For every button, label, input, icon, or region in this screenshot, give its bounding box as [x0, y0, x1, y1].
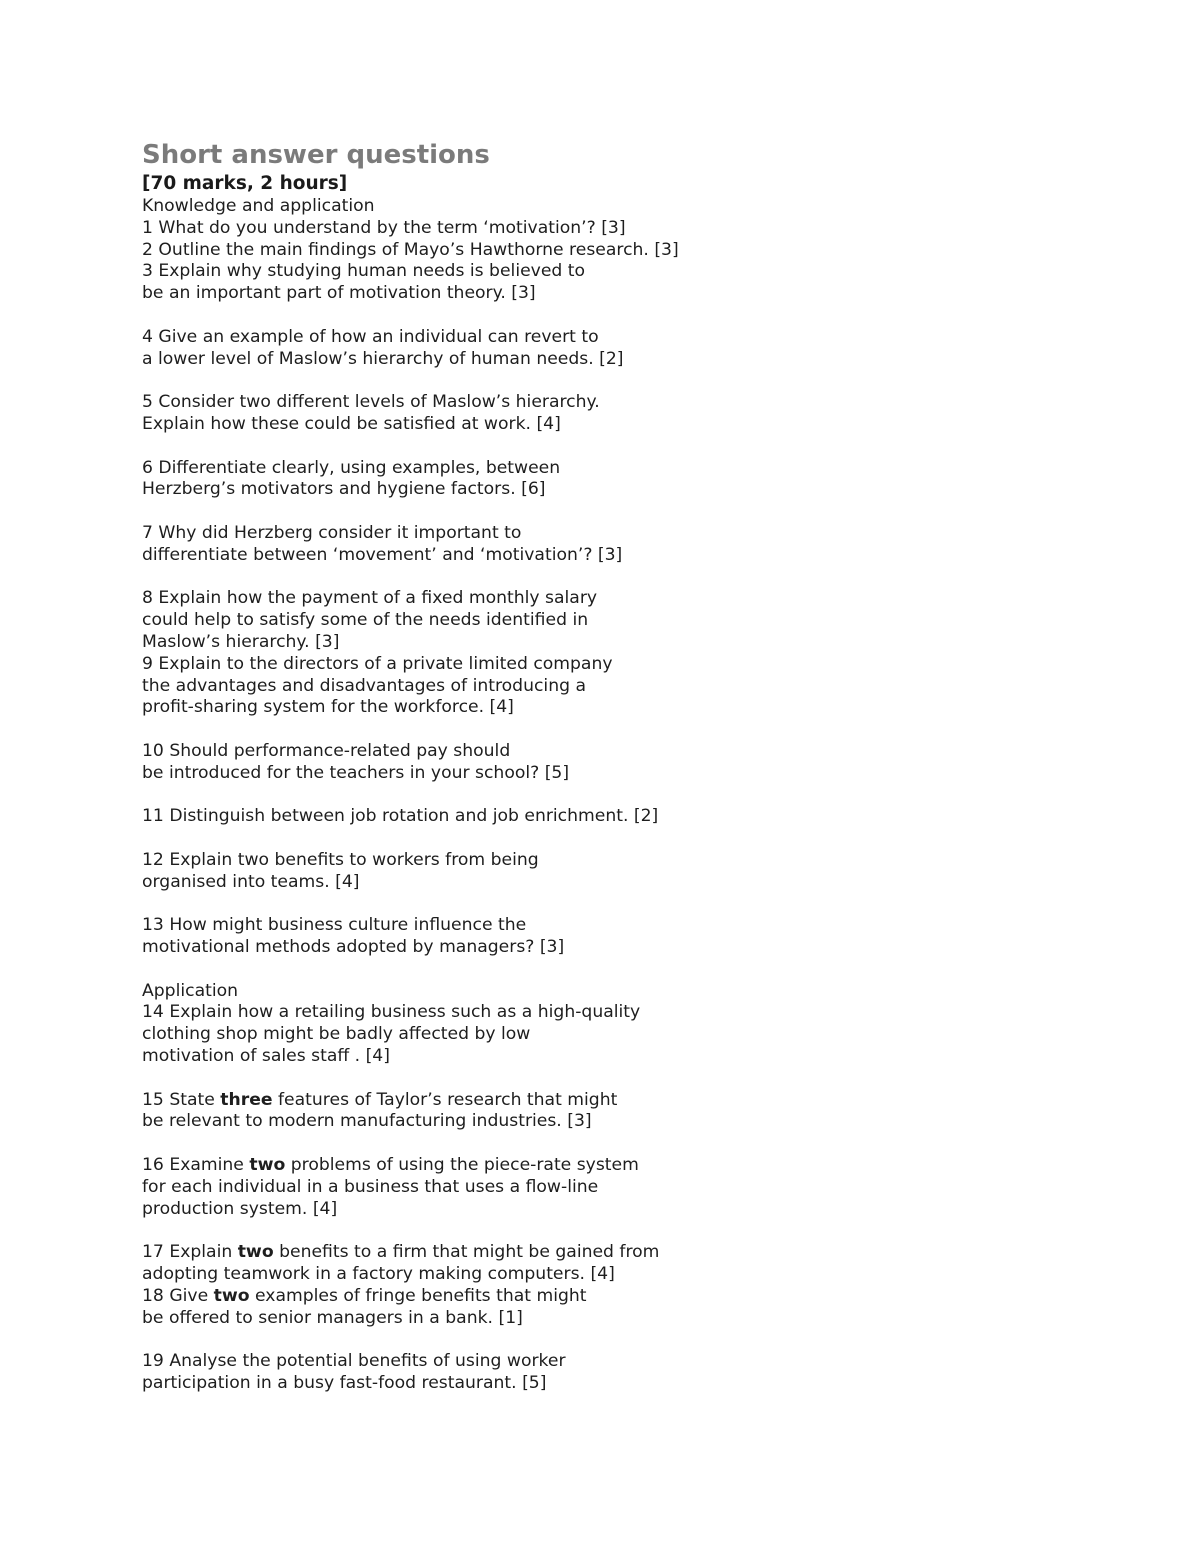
- question-text: 18 Give: [142, 1285, 214, 1306]
- question-line: 10 Should performance-related pay should: [142, 740, 511, 761]
- question-13: [142, 915, 1122, 959]
- question-line: for each individual in a business that uses a flow-line: [142, 1176, 599, 1197]
- spacer: [142, 567, 1122, 589]
- question-1: [142, 218, 1122, 240]
- question-line: clothing shop might be badly affected by low: [142, 1024, 531, 1045]
- question-text: features of Taylor’s research that might: [272, 1089, 618, 1110]
- question-line: Maslow’s hierarchy. [3]: [142, 631, 340, 652]
- question-3: [142, 261, 1122, 305]
- question-line: 8 Explain how the payment of a fixed monthly salary: [142, 588, 598, 609]
- question-text: problems of using the piece-rate system: [285, 1155, 639, 1176]
- question-18: [142, 1286, 1122, 1330]
- question-text: 16 Examine: [142, 1155, 250, 1176]
- question-text: examples of fringe benefits that might: [249, 1285, 587, 1306]
- question-line: 19 Analyse the potential benefits of using worker: [142, 1351, 566, 1372]
- page-title: Short answer questions: [142, 140, 490, 170]
- question-line: adopting teamwork in a factory making computers. [4]: [142, 1264, 615, 1285]
- spacer: [142, 959, 1122, 981]
- question-line: Herzberg’s motivators and hygiene factors. [6]: [142, 479, 546, 500]
- section-heading-application: Application: [142, 980, 239, 1001]
- question-19: [142, 1351, 1122, 1395]
- question-line: 3 Explain why studying human needs is believed to: [142, 261, 586, 282]
- question-line: 2 Outline the main findings of Mayo’s Hawthorne research. [3]: [142, 239, 679, 260]
- question-text: 17 Explain: [142, 1242, 238, 1263]
- question-6: [142, 458, 1122, 502]
- question-14: [142, 1002, 1122, 1067]
- spacer: [142, 370, 1122, 392]
- question-line: 12 Explain two benefits to workers from being: [142, 849, 539, 870]
- marks-and-time: [70 marks, 2 hours]: [142, 173, 348, 194]
- spacer: [142, 1133, 1122, 1155]
- spacer: [142, 305, 1122, 327]
- question-line: differentiate between ‘movement’ and ‘motivation’? [3]: [142, 544, 623, 565]
- question-line: 13 How might business culture influence the: [142, 915, 527, 936]
- question-line: be introduced for the teachers in your school? [5]: [142, 762, 570, 783]
- spacer: [142, 1068, 1122, 1090]
- emphasis-word: two: [237, 1242, 274, 1263]
- question-line: [142, 1242, 1122, 1264]
- spacer: [142, 1329, 1122, 1351]
- question-line: profit-sharing system for the workforce. [4]: [142, 697, 514, 718]
- question-line: [142, 1090, 1122, 1112]
- question-text: benefits to a firm that might be gained from: [273, 1242, 660, 1263]
- emphasis-word: two: [249, 1155, 286, 1176]
- question-line: the advantages and disadvantages of introducing a: [142, 675, 587, 696]
- question-line: production system. [4]: [142, 1198, 338, 1219]
- spacer: [142, 828, 1122, 850]
- question-line: motivational methods adopted by managers? [3]: [142, 937, 565, 958]
- question-10: [142, 741, 1122, 785]
- question-line: [142, 1155, 1122, 1177]
- emphasis-word: three: [220, 1089, 273, 1110]
- question-text: 15 State: [142, 1089, 221, 1110]
- question-15: [142, 1090, 1122, 1134]
- question-line: be offered to senior managers in a bank. [1]: [142, 1307, 523, 1328]
- question-line: motivation of sales staff . [4]: [142, 1046, 390, 1067]
- question-line: 14 Explain how a retailing business such as a high-quality: [142, 1002, 641, 1023]
- spacer: [142, 501, 1122, 523]
- question-7: [142, 523, 1122, 567]
- spacer: [142, 1220, 1122, 1242]
- question-line: be relevant to modern manufacturing industries. [3]: [142, 1111, 592, 1132]
- question-line: 4 Give an example of how an individual can revert to: [142, 326, 599, 347]
- question-line: a lower level of Maslow’s hierarchy of human needs. [2]: [142, 348, 624, 369]
- question-line: participation in a busy fast-food restaurant. [5]: [142, 1373, 547, 1394]
- question-17: [142, 1242, 1122, 1286]
- question-line: 9 Explain to the directors of a private limited company: [142, 653, 613, 674]
- question-2: [142, 240, 1122, 262]
- question-11: [142, 806, 1122, 828]
- question-8: [142, 588, 1122, 653]
- document-page: [142, 138, 1122, 1395]
- question-16: [142, 1155, 1122, 1220]
- spacer: [142, 785, 1122, 807]
- section-heading-knowledge: Knowledge and application: [142, 196, 375, 216]
- question-4: [142, 327, 1122, 371]
- question-9: [142, 654, 1122, 719]
- question-line: [142, 1286, 1122, 1308]
- spacer: [142, 894, 1122, 916]
- question-line: 1 What do you understand by the term ‘motivation’? [3]: [142, 217, 626, 238]
- question-line: 11 Distinguish between job rotation and job enrichment. [2]: [142, 806, 659, 827]
- question-line: Explain how these could be satisfied at work. [4]: [142, 413, 561, 434]
- emphasis-word: two: [213, 1285, 250, 1306]
- question-12: [142, 850, 1122, 894]
- question-line: could help to satisfy some of the needs identified in: [142, 610, 589, 631]
- spacer: [142, 436, 1122, 458]
- spacer: [142, 719, 1122, 741]
- question-line: be an important part of motivation theory. [3]: [142, 283, 536, 304]
- question-line: organised into teams. [4]: [142, 871, 360, 892]
- question-line: 7 Why did Herzberg consider it important to: [142, 522, 522, 543]
- question-line: 6 Differentiate clearly, using examples, between: [142, 457, 561, 478]
- question-5: [142, 392, 1122, 436]
- question-line: 5 Consider two different levels of Maslow’s hierarchy.: [142, 392, 600, 413]
